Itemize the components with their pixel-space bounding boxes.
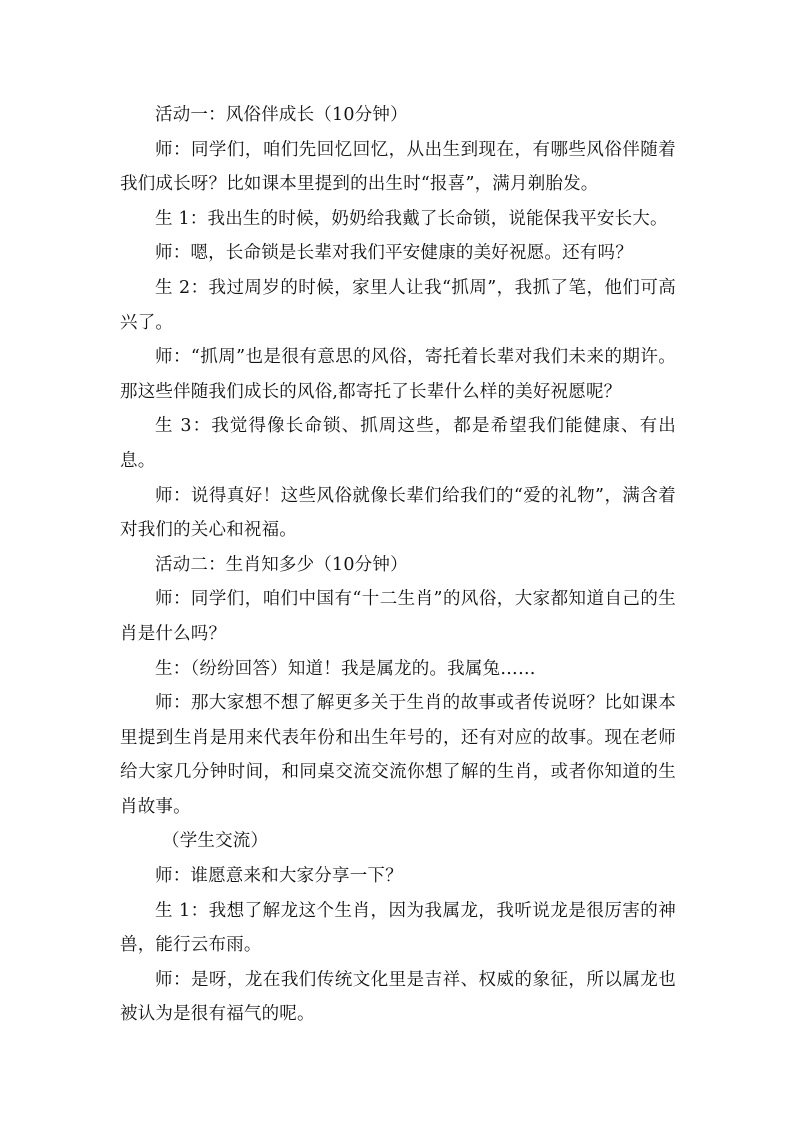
teacher-line: 师：同学们，咱们先回忆回忆，从出生到现在，有哪些风俗伴随着我们成长呀？比如课本里提到的出生时“报喜”，满月剃胎发。 bbox=[120, 139, 676, 195]
teacher-line: 师：说得真好！这些风俗就像长辈们给我们的“爱的礼物”，满含着对我们的关心和祝福。 bbox=[120, 485, 676, 541]
student-line: 生 1：我出生的时候，奶奶给我戴了长命锁，说能保我平安长大。 bbox=[155, 208, 668, 229]
activity-two-heading: 活动二：生肖知多少（10分钟） bbox=[155, 554, 408, 575]
teacher-line: 师：是呀，龙在我们传统文化里是吉祥、权威的象征，所以属龙也被认为是很有福气的呢。 bbox=[120, 969, 676, 1025]
teacher-line: 师：“抓周”也是很有意思的风俗，寄托着长辈对我们未来的期许。那这些伴随我们成长的风俗,都寄托了长辈什么样的美好祝愿呢？ bbox=[120, 347, 676, 402]
student-line: 生 2：我过周岁的时候，家里人让我“抓周”，我抓了笔，他们可高兴了。 bbox=[120, 277, 676, 333]
activity-one-heading: 活动一：风俗伴成长（10分钟） bbox=[155, 105, 408, 125]
teacher-line: 师：谁愿意来和大家分享一下？ bbox=[155, 866, 403, 887]
student-line: 生 1：我想了解龙这个生肖，因为我属龙，我听说龙是很厉害的神兽，能行云布雨。 bbox=[120, 900, 676, 956]
students-answer-line: 生：（纷纷回答）知道！我是属龙的。我属兔…… bbox=[155, 658, 536, 679]
lesson-transcript bbox=[120, 98, 676, 1032]
stage-direction: （学生交流） bbox=[162, 831, 269, 852]
teacher-line: 师：同学们，咱们中国有“十二生肖”的风俗，大家都知道自己的生肖是什么吗？ bbox=[120, 589, 676, 644]
student-line: 生 3：我觉得像长命锁、抓周这些，都是希望我们能健康、有出息。 bbox=[120, 416, 676, 471]
teacher-line: 师：嗯，长命锁是长辈对我们平安健康的美好祝愿。还有吗？ bbox=[155, 243, 633, 264]
teacher-line: 师：那大家想不想了解更多关于生肖的故事或者传说呀？比如课本里提到生肖是用来代表年份和出生年号的，还有对应的故事。现在老师给大家几分钟时间，和同桌交流交流你想了解的生肖，或者你知道的生肖故事。 bbox=[120, 693, 676, 817]
